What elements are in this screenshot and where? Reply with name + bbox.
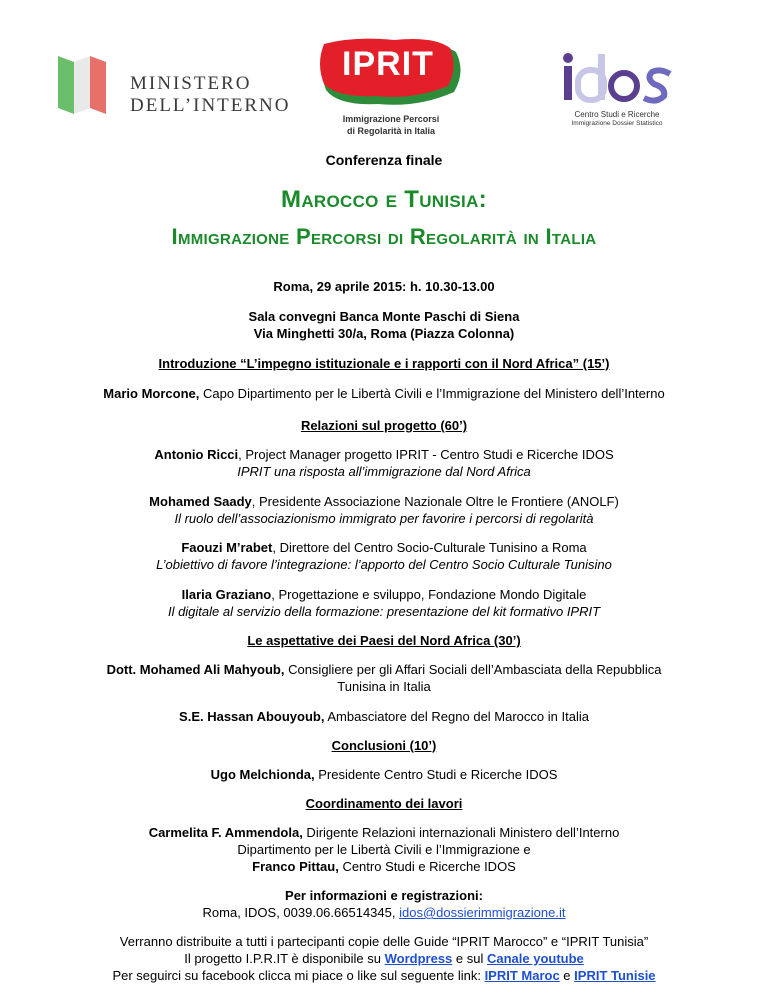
- youtube-channel-link[interactable]: Canale youtube: [486, 951, 584, 966]
- coordinamento-speaker: Franco Pittau,: [252, 859, 339, 874]
- aspettative-speaker: Dott. Mohamed Ali Mahyoub,: [106, 662, 285, 677]
- relazione-talk: IPRIT una risposta all’immigrazione dal Nord Africa: [237, 464, 531, 479]
- relazione-role: , Progettazione e sviluppo, Fondazione Mondo Digitale: [271, 587, 587, 602]
- coordinamento-heading: Coordinamento dei lavori: [305, 796, 463, 811]
- event-date: Roma, 29 aprile 2015: h. 10.30-13.00: [273, 279, 495, 294]
- ministero-line1: MINISTERO: [130, 73, 252, 94]
- coordinamento-speaker: Carmelita F. Ammendola,: [148, 825, 303, 840]
- coordinamento-speaker-line: [0, 825, 768, 841]
- venue-line2: Via Minghetti 30/a, Roma (Piazza Colonna): [253, 326, 515, 341]
- aspettative-speaker-line: [0, 662, 768, 678]
- ministero-logo: [52, 52, 297, 116]
- iprit-logo: [318, 38, 468, 142]
- aspettative-role-line2: Tunisina in Italia: [337, 679, 431, 694]
- relazione-speaker-line: [0, 447, 768, 463]
- idos-sub1: Centro Studi e Ricerche: [574, 110, 660, 119]
- footer-line3: [0, 968, 768, 984]
- relazione-speaker-line: [0, 587, 768, 603]
- relazione-talk: Il digitale al servizio della formazione: presentazione del kit formativo IPRIT: [167, 604, 601, 619]
- conclusioni-speaker-line: [0, 767, 768, 783]
- idos-logo: [558, 50, 678, 130]
- coordinamento-role: Centro Studi e Ricerche IDOS: [338, 859, 516, 874]
- ministero-line2: DELL’INTERNO: [130, 95, 291, 116]
- info-contact-prefix: Roma, IDOS, 0039.06.66514345,: [202, 905, 400, 920]
- iprit-maroc-link[interactable]: IPRIT Maroc: [484, 968, 560, 983]
- aspettative-speaker: S.E. Hassan Abouyoub,: [179, 709, 325, 724]
- footer-line2-mid: e sul: [452, 951, 487, 966]
- relazione-talk: Il ruolo dell’associazionismo immigrato per favorire i percorsi di regolarità: [174, 511, 594, 526]
- iprit-tunisie-link[interactable]: IPRIT Tunisie: [574, 968, 656, 983]
- wordpress-link[interactable]: Wordpress: [384, 951, 453, 966]
- info-heading: Per informazioni e registrazioni:: [285, 888, 483, 903]
- relazione-role: , Presidente Associazione Nazionale Oltre le Frontiere (ANOLF): [251, 494, 619, 509]
- relazione-speaker: Ilaria Graziano: [181, 587, 272, 602]
- relazione-role: , Direttore del Centro Socio-Culturale Tunisino a Roma: [272, 540, 587, 555]
- venue-line1: Sala convegni Banca Monte Paschi di Siena: [248, 309, 520, 324]
- relazione-speaker-line: [0, 494, 768, 510]
- relazione-speaker: Faouzi M’rabet: [181, 540, 273, 555]
- iprit-name: IPRIT: [342, 45, 434, 83]
- relazione-speaker-line: [0, 540, 768, 556]
- italian-flag-icon: [52, 52, 122, 116]
- coordinamento-speaker-line: [0, 859, 768, 875]
- relazione-speaker: Mohamed Saady: [149, 494, 252, 509]
- relazione-talk: L’obiettivo di favore l’integrazione: l’apporto del Centro Socio Culturale Tunisino: [156, 557, 612, 572]
- info-contact-line: [0, 905, 768, 921]
- conclusioni-speaker: Ugo Melchionda,: [210, 767, 315, 782]
- footer-line2: [0, 951, 768, 967]
- aspettative-role: Ambasciatore del Regno del Marocco in Italia: [324, 709, 589, 724]
- idos-sub2: Immigrazione Dossier Statistico: [571, 120, 663, 127]
- page-title-line1: Marocco e Tunisia:: [281, 186, 487, 213]
- aspettative-heading: Le aspettative dei Paesi del Nord Africa (30’): [247, 633, 521, 648]
- relazione-role: , Project Manager progetto IPRIT - Centro Studi e Ricerche IDOS: [238, 447, 614, 462]
- footer-line2-prefix: Il progetto I.P.R.IT è disponibile su: [184, 951, 385, 966]
- conclusioni-role: Presidente Centro Studi e Ricerche IDOS: [314, 767, 558, 782]
- aspettative-speaker-line: [0, 709, 768, 725]
- footer-line3-prefix: Per seguirci su facebook clicca mi piace o like sul seguente link:: [112, 968, 485, 983]
- iprit-sub2: di Regolarità in Italia: [346, 126, 436, 136]
- conference-kicker: Conferenza finale: [325, 152, 443, 168]
- aspettative-role: Consigliere per gli Affari Sociali dell’Ambasciata della Repubblica: [284, 662, 662, 677]
- intro-speaker-line: [0, 386, 768, 402]
- iprit-sub1: Immigrazione Percorsi: [342, 114, 440, 124]
- footer-line3-mid: e: [559, 968, 575, 983]
- coordinamento-role: Dirigente Relazioni internazionali Ministero dell’Interno: [302, 825, 620, 840]
- intro-role: Capo Dipartimento per le Libertà Civili e l’Immigrazione del Ministero dell’Interno: [199, 386, 665, 401]
- relazione-speaker: Antonio Ricci: [154, 447, 239, 462]
- relazioni-heading: Relazioni sul progetto (60’): [300, 418, 468, 433]
- conclusioni-heading: Conclusioni (10’): [331, 738, 437, 753]
- idos-mark-icon: [558, 50, 678, 106]
- intro-heading: Introduzione “L’impegno istituzionale e i rapporti con il Nord Africa” (15’): [158, 356, 610, 371]
- coordinamento-role-line2: Dipartimento per le Libertà Civili e l’Immigrazione e: [237, 842, 531, 857]
- page-title-line2: Immigrazione Percorsi di Regolarità in Italia: [171, 224, 597, 249]
- intro-speaker: Mario Morcone,: [103, 386, 200, 401]
- email-link[interactable]: idos@dossierimmigrazione.it: [399, 905, 566, 920]
- footer-line1: Verranno distribuite a tutti i partecipanti copie delle Guide “IPRIT Marocco” e “IPRIT Tunisia”: [119, 934, 649, 949]
